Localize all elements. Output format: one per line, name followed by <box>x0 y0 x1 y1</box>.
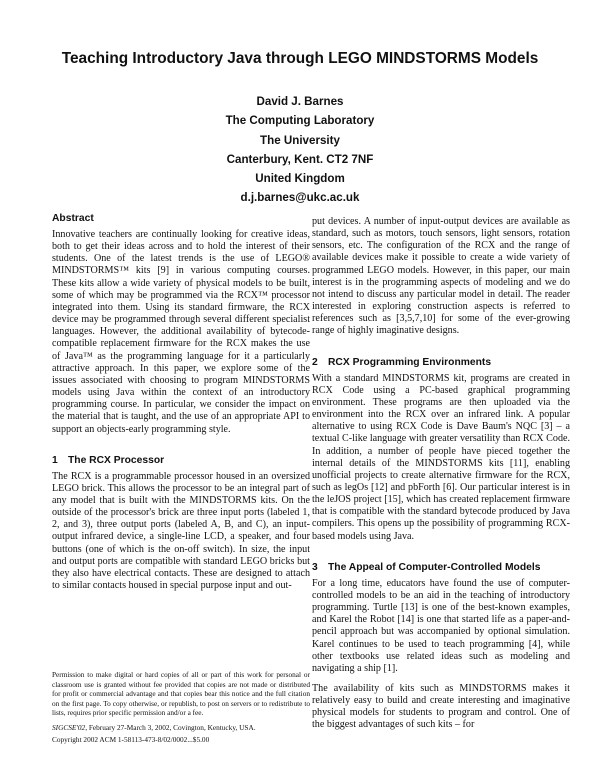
section-heading <box>312 561 570 574</box>
abstract-text: Innovative teachers are continually looking for creative ideas, both to get their ideas across and to hold the interest of their students. One of the latest trends is the use of LEGO® MINDSTORMS™ kits [9] in various computing courses. These kits allow a wide variety of physical models to be built, some of which may be programmed via the RCX™ processor integrated into them. Using its standard firmware, the RCX device may be programmed through several different specialist languages. However, the additional availability of bytecode-compatible replacement firmware for the RCX makes the use of Java™ as the programming language for it a particularly attractive approach. In this paper, we explore some of the issues associated with choosing to program MINDSTORMS models using Java within the context of an introductory programming course. In particular, we consider the impact on the material that is taught, and the use of an appropriate API to support an objects-early programming style. <box>52 229 310 435</box>
author-country: United Kingdom <box>255 172 345 186</box>
section-title: The RCX Processor <box>68 454 165 466</box>
author-department: The Computing Laboratory <box>225 114 375 128</box>
section-paragraph: With a standard MINDSTORMS kit, programs are created in RCX Code using a PC-based graphical programming environment. These programs are then uploaded via the environment into the RCX over an infrared link. A popular alternative to using RCX Code is Dave Baum's NQC [3] – a textual C-like language with greater versatility than RCX Code. In addition, a number of people have pieced together the internal details of the MINDSTORMS kits [11], enabling unofficial projects to create alternative firmware for the RCX, such as legOs [12] and pbForth [6]. Our particular interest is in the leJOS project [15], which has created replacement firmware that is compatible with the standard bytecode produced by Java compilers. This opens up the possibility of programming RCX-based models using Java. <box>312 372 570 542</box>
section-paragraph: The availability of kits such as MINDSTORMS makes it relatively easy to build and create interesting and imaginative physical models for students to program and control. One of the biggest advantages of such kits – for <box>312 683 570 731</box>
author-name: David J. Barnes <box>256 95 344 108</box>
author-block <box>0 92 600 208</box>
conference-details: , February 27-March 3, 2002, Covington, Kentucky, USA. <box>85 722 256 732</box>
section-paragraph: For a long time, educators have found the use of computer-controlled models to be an aid in the teaching of introductory programming. Turtle [13] is one of the best-known examples, and Karel the Robot [14] is one that started life as a paper-and-pencil approach but was accompanied by optional simulation. Karel continues to be used to teach programming [4], while other textbooks use related ideas such as modeling and navigating a ship [1]. <box>312 577 570 674</box>
conference-name: SIGCSE'02 <box>52 722 86 732</box>
left-column <box>52 212 310 600</box>
section-number: 1 <box>52 454 58 466</box>
author-email: d.j.barnes@ukc.ac.uk <box>240 191 360 205</box>
section-heading <box>52 454 310 467</box>
author-institution: The University <box>260 133 340 147</box>
section-number: 3 <box>312 561 318 573</box>
section-number: 2 <box>312 356 318 368</box>
copyright-line: Copyright 2002 ACM 1-58113-473-8/02/0002...$5.00 <box>52 734 210 744</box>
section-title: The Appeal of Computer-Controlled Models <box>328 561 541 573</box>
abstract-heading: Abstract <box>52 213 94 224</box>
section-paragraph: The RCX is a programmable processor housed in an oversized LEGO brick. This allows the processor to be an integral part of any model that is built with the MINDSTORMS kits. On the outside of the processor's brick are three input ports (labeled 1, 2, and 3), three output ports (labeled A, B, and C), an input-output infrared device, a single-line LCD, a speaker, and four buttons (one of which is the on-off switch). In size, the input and output ports are compatible with standard LEGO bricks but they also have electrical contacts. These are designed to attach to similar contacts housed in special purpose input and out- <box>52 470 310 592</box>
section-heading <box>312 356 570 369</box>
copyright-footnote <box>52 670 310 744</box>
right-column <box>312 216 570 740</box>
conference-line <box>52 723 310 733</box>
permission-notice: Permission to make digital or hard copies of all or part of this work for personal or classroom use is granted without fee provided that copies are not made or distributed for profit or commercial advantage and that copies bear this notice and the full citation on the first page. To copy otherwise, or republish, to post on servers or to redistribute to lists, requires prior specific permission and/or a fee. <box>52 670 310 718</box>
author-address: Canterbury, Kent. CT2 7NF <box>226 152 374 166</box>
paper-title: Teaching Introductory Java through LEGO MINDSTORMS Models <box>61 50 539 67</box>
section-title: RCX Programming Environments <box>328 356 492 368</box>
section-continuation: put devices. A number of input-output devices are available as standard, such as motors, touch sensors, light sensors, rotation sensors, etc. The configuration of the RCX and the range of available devices make it possible to create a wide variety of programmed LEGO models. However, in this paper, our main interest is in the programming aspects of modeling and we do not intend to discuss any particular model in detail. The reader interested in exploring construction aspects is referred to references such as [3,5,7,10] for some of the ever-growing range of highly imaginative designs. <box>312 216 570 337</box>
